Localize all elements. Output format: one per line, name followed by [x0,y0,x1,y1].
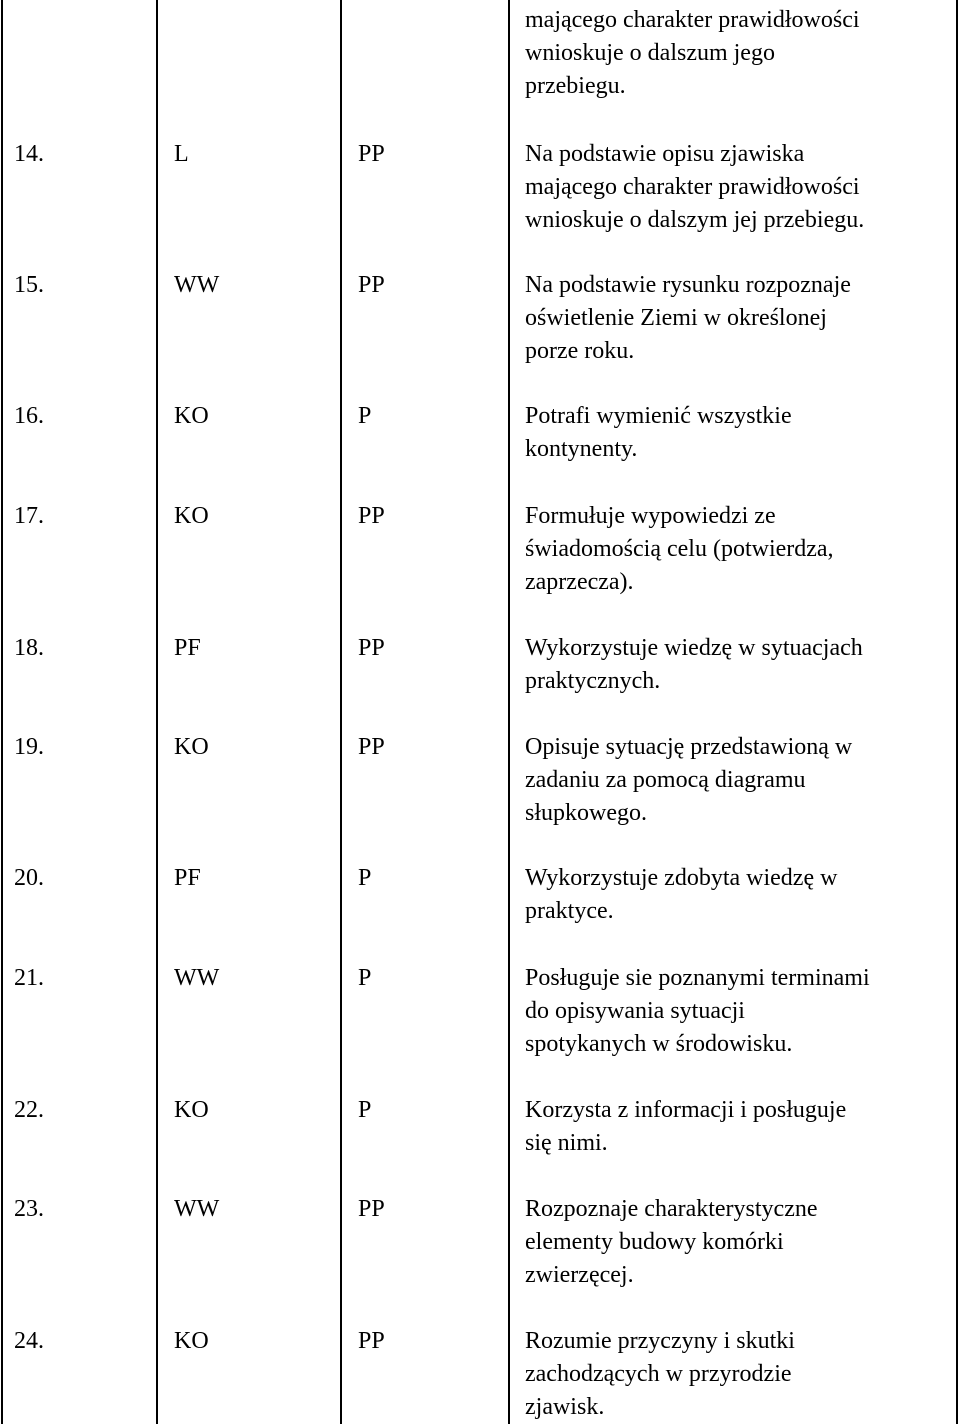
description-line: Na podstawie rysunku rozpoznaje [525,272,851,298]
description-line: Rozpoznaje charakterystyczne [525,1196,818,1222]
description-line: się nimi. [525,1130,608,1156]
description-cell [525,4,860,103]
item-number: 20. [14,865,44,891]
description-line: przebiegu. [525,73,626,99]
description-line: zjawisk. [525,1394,605,1420]
description-line: Korzysta z informacji i posługuje [525,1097,847,1123]
item-level: P [358,1097,372,1123]
description-line: do opisywania sytuacji [525,998,745,1024]
description-line: zadaniu za pomocą diagramu [525,767,806,793]
item-number: 18. [14,635,44,661]
item-category: L [174,141,189,167]
item-level: P [358,965,372,991]
item-category: PF [174,635,201,661]
item-level: PP [358,1328,385,1354]
description-line: mającego charakter prawidłowości [525,174,860,200]
description-line: praktycznych. [525,668,661,694]
description-cell [525,862,837,928]
description-line: elementy budowy komórki [525,1229,784,1255]
description-cell [525,269,851,368]
item-level: PP [358,503,385,529]
description-line: zachodzących w przyrodzie [525,1361,792,1387]
description-cell [525,1325,795,1424]
description-line: zwierzęcej. [525,1262,634,1288]
description-line: Posługuje sie poznanymi terminami [525,965,870,991]
description-line: Formułuje wypowiedzi ze [525,503,776,529]
item-level: PP [358,141,385,167]
description-line: Na podstawie opisu zjawiska [525,141,805,167]
item-number: 22. [14,1097,44,1123]
description-line: spotykanych w środowisku. [525,1031,793,1057]
description-cell [525,731,852,830]
item-category: WW [174,272,220,298]
description-cell [525,632,863,698]
item-number: 19. [14,734,44,760]
item-level: P [358,865,372,891]
description-line: porze roku. [525,338,635,364]
description-cell [525,500,834,599]
item-category: PF [174,865,201,891]
description-line: wnioskuje o dalszym jej przebiegu. [525,207,865,233]
item-level: P [358,403,372,429]
item-level: PP [358,734,385,760]
description-line: słupkowego. [525,800,647,826]
table-border-left [1,0,3,1424]
description-cell [525,1094,846,1160]
description-line: Rozumie przyczyny i skutki [525,1328,795,1354]
item-level: PP [358,1196,385,1222]
item-category: KO [174,1328,209,1354]
item-category: WW [174,1196,220,1222]
description-line: mającego charakter prawidłowości [525,7,860,33]
item-level: PP [358,635,385,661]
description-line: Wykorzystuje zdobyta wiedzę w [525,865,838,891]
column-divider-1 [156,0,158,1424]
item-number: 23. [14,1196,44,1222]
item-category: KO [174,1097,209,1123]
description-line: wnioskuje o dalszum jego [525,40,775,66]
item-category: KO [174,503,209,529]
description-line: oświetlenie Ziemi w określonej [525,305,827,331]
item-category: KO [174,734,209,760]
item-number: 17. [14,503,44,529]
description-line: Opisuje sytuację przedstawioną w [525,734,853,760]
description-line: praktyce. [525,898,614,924]
description-cell [525,962,870,1061]
item-category: KO [174,403,209,429]
item-category: WW [174,965,220,991]
description-line: Potrafi wymienić wszystkie [525,403,792,429]
description-line: Wykorzystuje wiedzę w sytuacjach [525,635,863,661]
column-divider-2 [340,0,342,1424]
description-cell [525,1193,818,1292]
description-line: kontynenty. [525,436,638,462]
item-number: 14. [14,141,44,167]
description-line: zaprzecza). [525,569,634,595]
table-border-right [956,0,958,1424]
item-number: 24. [14,1328,44,1354]
item-number: 16. [14,403,44,429]
description-line: świadomością celu (potwierdza, [525,536,834,562]
item-number: 21. [14,965,44,991]
description-cell [525,400,792,466]
item-level: PP [358,272,385,298]
column-divider-3 [508,0,510,1424]
item-number: 15. [14,272,44,298]
description-cell [525,138,864,237]
